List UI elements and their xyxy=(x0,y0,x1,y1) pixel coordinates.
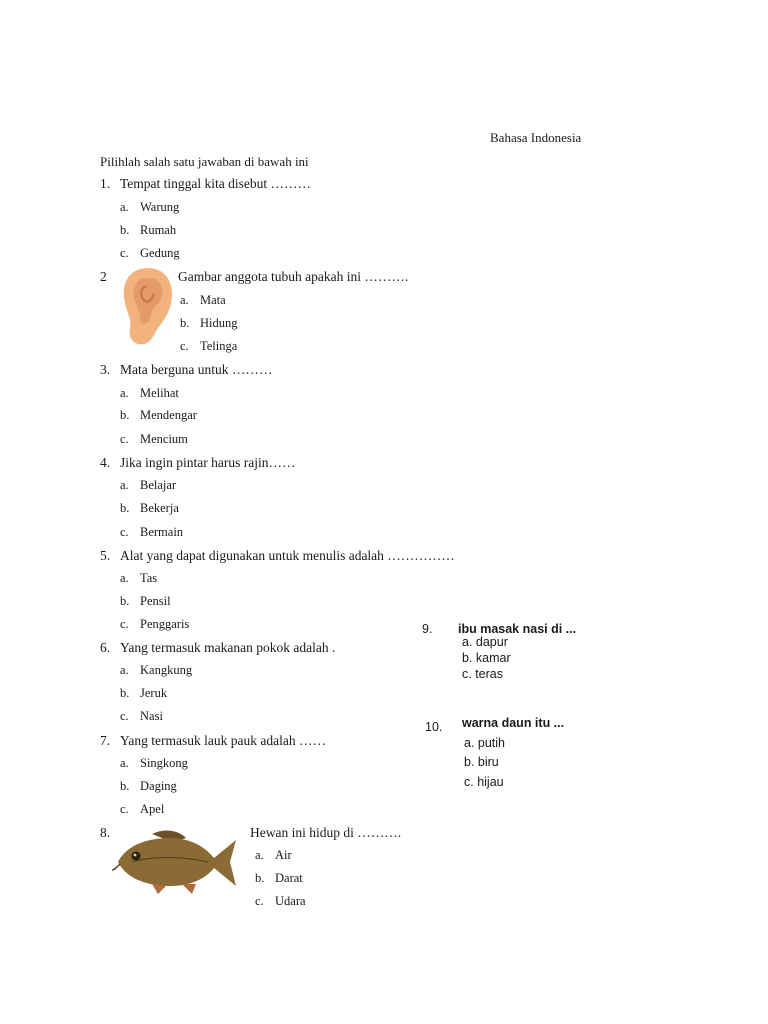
option: c. Mencium xyxy=(120,432,188,446)
option: a. Air xyxy=(255,848,292,862)
option: a. dapur xyxy=(462,635,508,649)
option: c. Telinga xyxy=(180,339,238,353)
question-text: Jika ingin pintar harus rajin…… xyxy=(120,455,296,470)
option: a. Kangkung xyxy=(120,663,193,677)
question-number: 3. xyxy=(100,362,111,377)
ear-image xyxy=(118,266,176,348)
question-number: 1. xyxy=(100,176,111,191)
subject-title: Bahasa Indonesia xyxy=(490,130,582,145)
question-number: 2 xyxy=(100,269,107,284)
option: b. Darat xyxy=(255,871,303,885)
option: c. Nasi xyxy=(120,709,163,723)
option: a. Warung xyxy=(120,200,180,214)
question-text: Gambar anggota tubuh apakah ini ………. xyxy=(178,269,409,284)
option: b. kamar xyxy=(462,651,511,665)
option: c. Gedung xyxy=(120,246,180,260)
question-number: 10. xyxy=(425,720,443,734)
option: c. Penggaris xyxy=(120,617,190,631)
question-text: ibu masak nasi di ... xyxy=(458,622,577,636)
option: a. putih xyxy=(464,736,506,750)
question-text: Hewan ini hidup di ………. xyxy=(250,825,402,840)
question-text: Mata berguna untuk ……… xyxy=(120,362,273,377)
question-text: Yang termasuk lauk pauk adalah …… xyxy=(120,733,326,748)
option: c. Udara xyxy=(255,894,306,908)
option: a. Singkong xyxy=(120,756,188,770)
question-number: 4. xyxy=(100,455,111,470)
option: c. hijau xyxy=(464,775,504,789)
option: b. biru xyxy=(464,755,499,769)
option: b. Hidung xyxy=(180,316,238,330)
question-text: Yang termasuk makanan pokok adalah . xyxy=(120,640,336,655)
instruction: Pilihlah salah satu jawaban di bawah ini xyxy=(100,154,309,169)
option: a. Melihat xyxy=(120,386,179,400)
option: a. Tas xyxy=(120,571,158,585)
question-number: 9. xyxy=(422,622,433,636)
question-number: 5. xyxy=(100,548,111,563)
question-number: 8. xyxy=(100,825,111,840)
option: b. Bekerja xyxy=(120,501,179,515)
question-text: Tempat tinggal kita disebut ……… xyxy=(120,176,312,191)
option: b. Jeruk xyxy=(120,686,168,700)
option: a. Mata xyxy=(180,293,226,307)
option: b. Rumah xyxy=(120,223,177,237)
question-number: 6. xyxy=(100,640,111,655)
option: b. Mendengar xyxy=(120,408,197,422)
fish-image xyxy=(112,826,238,896)
option: c. Bermain xyxy=(120,525,184,539)
option: c. Apel xyxy=(120,802,165,816)
question-text: Alat yang dapat digunakan untuk menulis adalah …………… xyxy=(120,548,455,563)
option: b. Pensil xyxy=(120,594,171,608)
question-number: 7. xyxy=(100,733,111,748)
option: b. Daging xyxy=(120,779,177,793)
option: a. Belajar xyxy=(120,478,177,492)
option: c. teras xyxy=(462,667,503,681)
question-text: warna daun itu ... xyxy=(462,716,565,730)
